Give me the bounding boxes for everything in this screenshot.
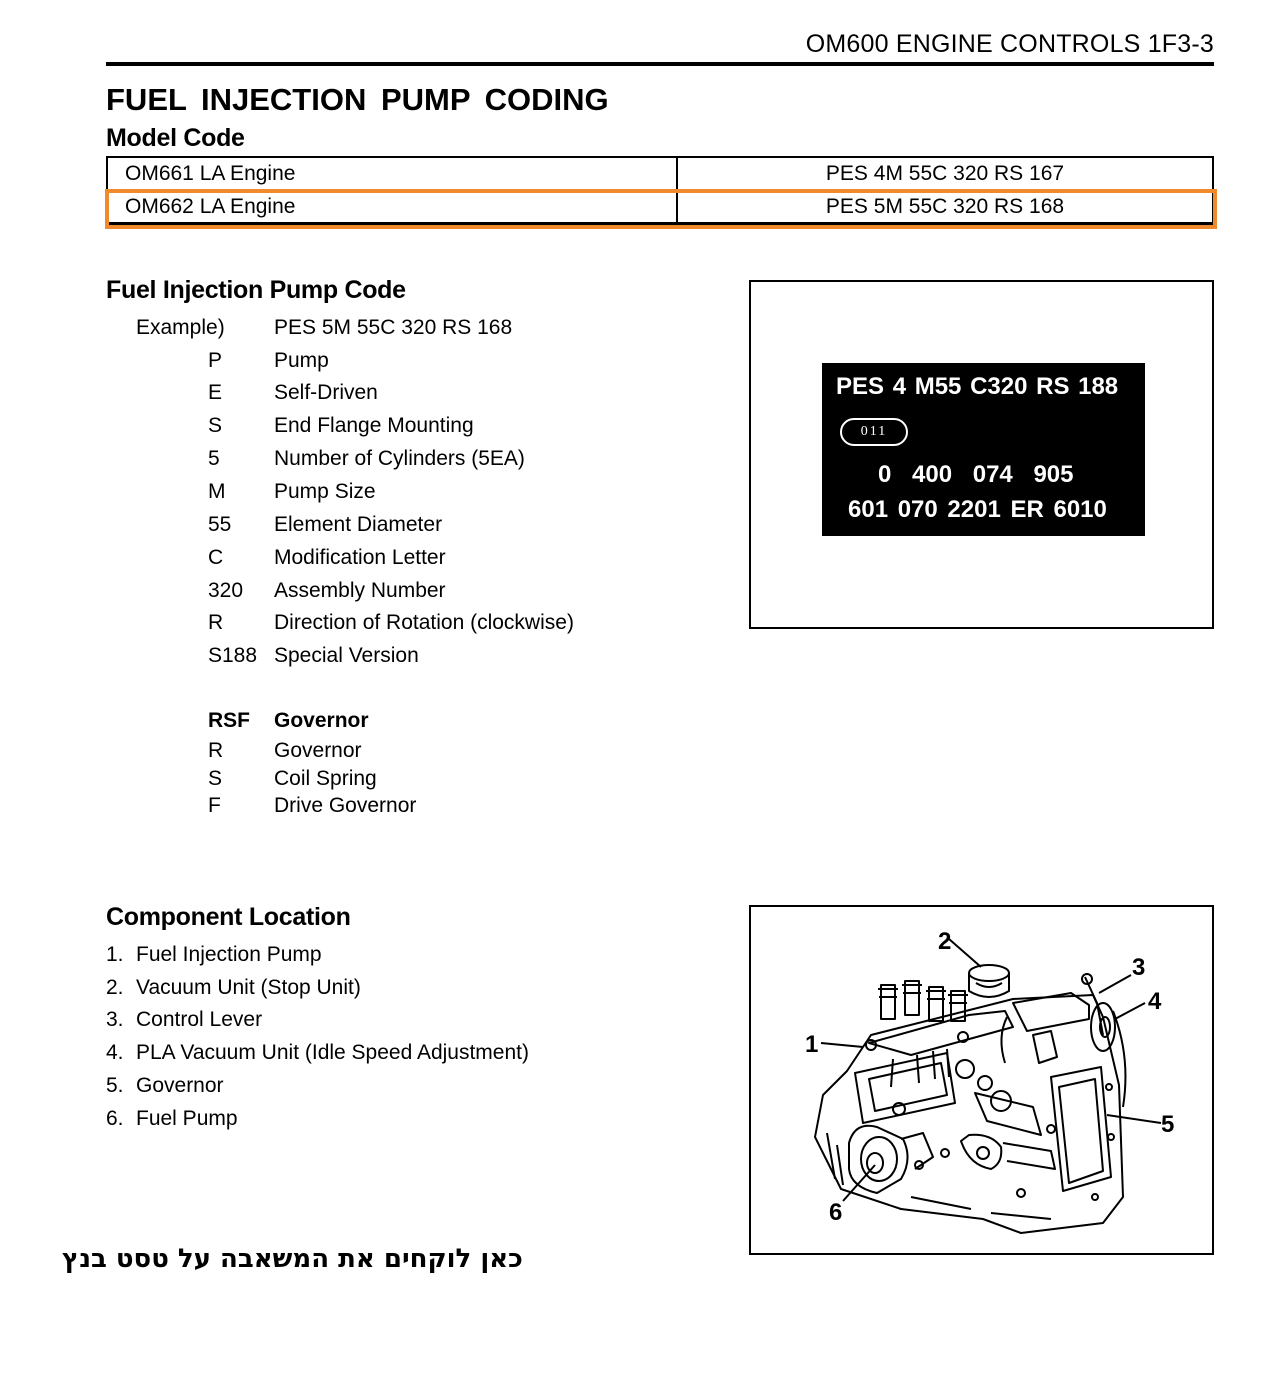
code-meaning: Assembly Number [274,579,446,602]
list-item [106,976,361,1000]
pump-nameplate [822,363,1145,536]
pump-code-heading: Fuel Injection Pump Code [106,276,406,304]
nameplate-line-1: PES 4 M55 C320 RS 188 [836,373,1119,400]
list-label: Governor [136,1074,224,1097]
list-item [106,1074,224,1098]
callout-4: 4 [1148,988,1162,1015]
code-key: S [208,767,223,790]
code-meaning: Governor [274,709,369,732]
list-item [106,1041,529,1065]
hebrew-note: כאן לוקחים את המשאבה על טסט בנץ [62,1244,523,1274]
code-meaning: Special Version [274,644,419,667]
nameplate-oval-mark: 011 [840,418,908,446]
callout-3: 3 [1132,954,1146,981]
code-key: P [208,349,223,372]
code-key: 320 [208,579,244,602]
code-meaning: End Flange Mounting [274,414,474,437]
list-label: Fuel Injection Pump [136,943,322,966]
code-key: R [208,739,224,762]
list-label: Fuel Pump [136,1107,238,1130]
code-key: 55 [208,513,232,536]
list-number: 6. [106,1107,124,1130]
engine-cell: OM661 LA Engine [107,157,677,190]
example-value: PES 5M 55C 320 RS 168 [274,316,513,339]
page-header: OM600 ENGINE CONTROLS 1F3-3 [805,30,1214,58]
code-meaning: Modification Letter [274,546,446,569]
code-meaning: Pump [274,349,329,372]
code-key: S [208,414,223,437]
callout-5: 5 [1161,1111,1175,1138]
component-location-heading: Component Location [106,903,351,931]
list-item [106,1107,238,1131]
code-meaning: Drive Governor [274,794,417,817]
list-label: PLA Vacuum Unit (Idle Speed Adjustment) [136,1041,529,1064]
code-meaning: Direction of Rotation (clockwise) [274,611,574,634]
code-key: M [208,480,226,503]
engine-cell: OM662 LA Engine [107,190,677,224]
list-number: 2. [106,976,124,999]
fuel-injection-pump-drawing [751,907,1212,1253]
code-meaning: Coil Spring [274,767,377,790]
code-key: E [208,381,223,404]
callout-1: 1 [805,1031,819,1058]
code-key: C [208,546,224,569]
nameplate-line-3: 0 400 074 905 [878,461,1074,488]
example-row [136,316,225,340]
list-number: 4. [106,1041,124,1064]
code-key: S188 [208,644,258,667]
code-meaning: Pump Size [274,480,376,503]
pump-illustration-figure [749,905,1214,1255]
list-label: Vacuum Unit (Stop Unit) [136,976,361,999]
code-meaning: Self-Driven [274,381,378,404]
code-key: 5 [208,447,220,470]
list-item [106,1008,262,1032]
page-title: FUEL INJECTION PUMP CODING [106,82,609,117]
code-key: F [208,794,221,817]
nameplate-line-4: 601 070 2201 ER 6010 [848,496,1107,523]
code-meaning: Element Diameter [274,513,443,536]
callout-2: 2 [938,928,952,955]
code-key: RSF [208,709,250,732]
code-cell: PES 5M 55C 320 RS 168 [677,190,1213,224]
header-rule [106,62,1214,66]
list-number: 5. [106,1074,124,1097]
example-label: Example) [136,316,225,339]
code-cell: PES 4M 55C 320 RS 167 [677,157,1213,190]
callout-6: 6 [829,1199,843,1226]
code-key: R [208,611,224,634]
list-item [106,943,322,967]
code-meaning: Number of Cylinders (5EA) [274,447,525,470]
list-number: 3. [106,1008,124,1031]
list-label: Control Lever [136,1008,263,1031]
model-code-heading: Model Code [106,124,245,152]
row-highlight-box [105,189,1217,229]
table-row [107,157,1213,190]
list-number: 1. [106,943,124,966]
code-meaning: Governor [274,739,362,762]
